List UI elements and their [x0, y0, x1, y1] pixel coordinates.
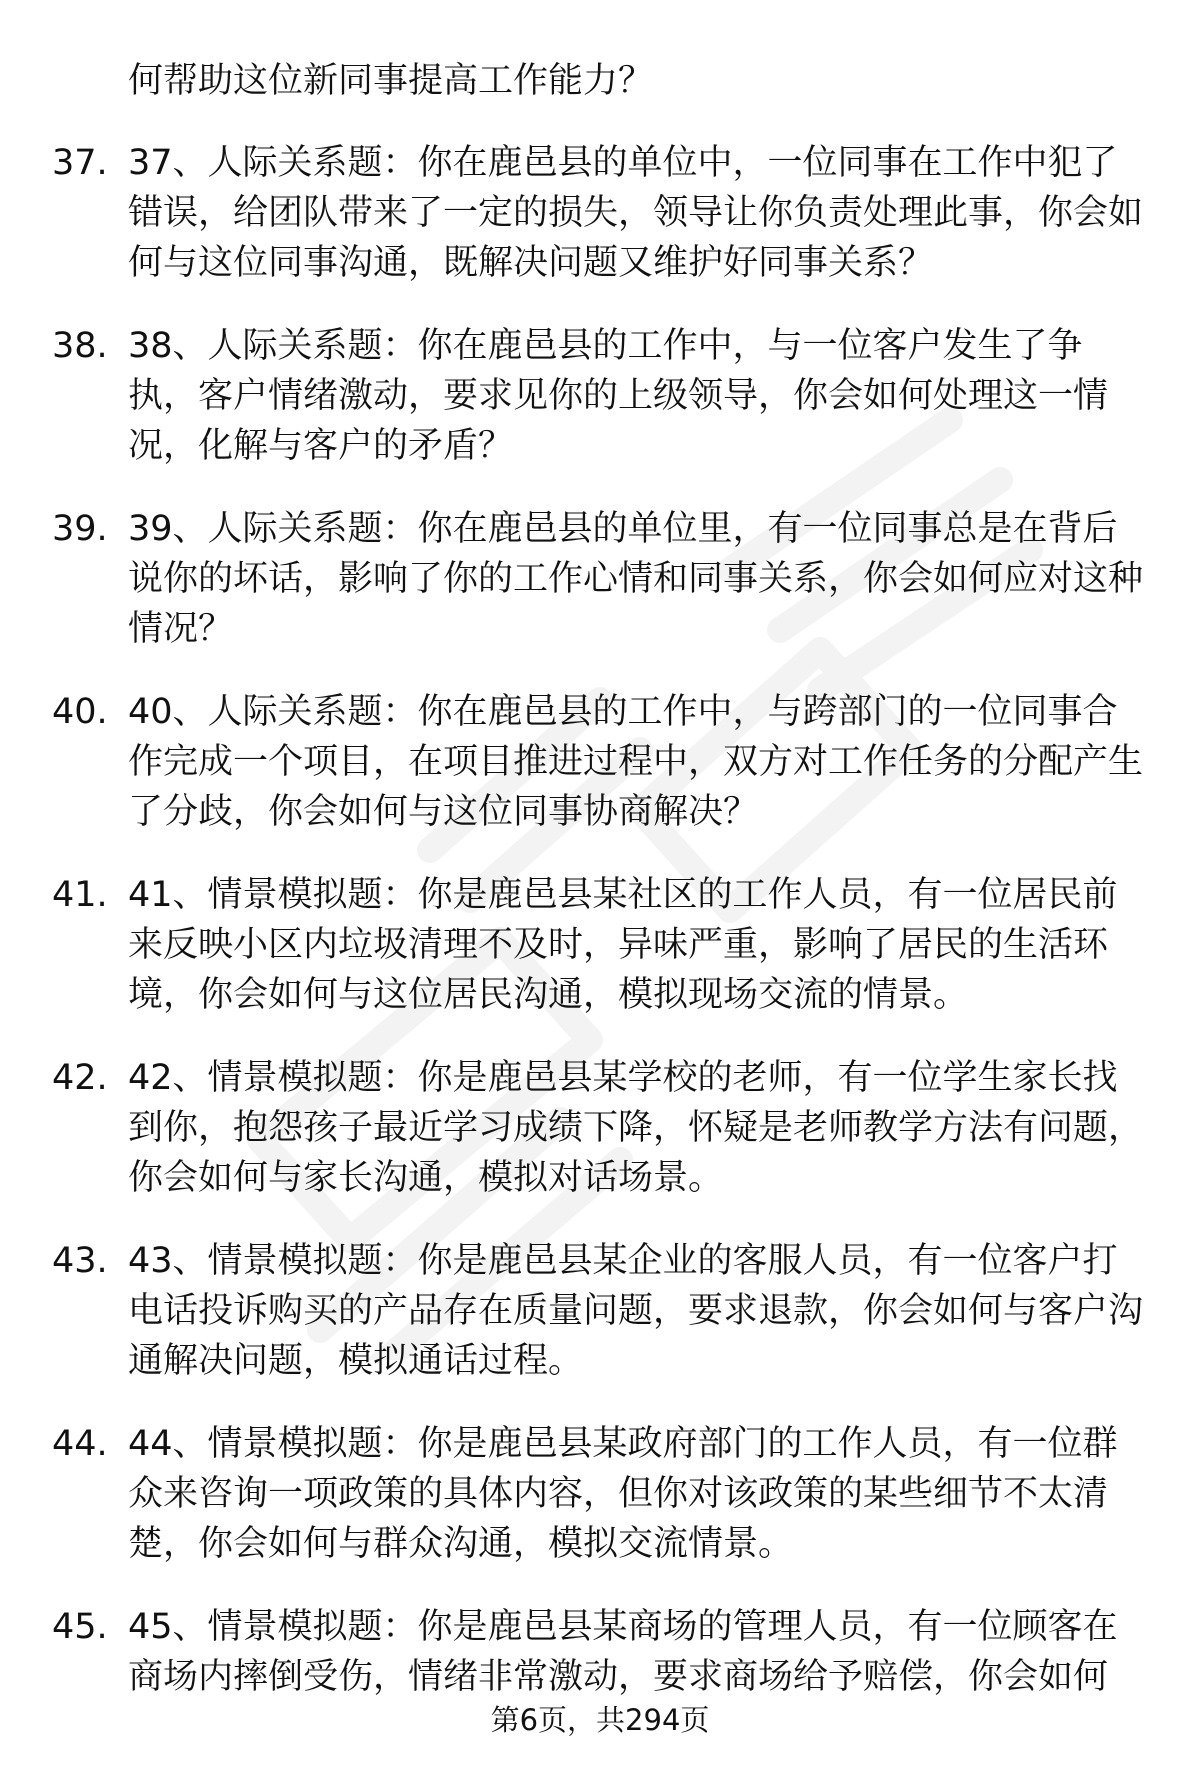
question-number: 42. [52, 1058, 108, 1098]
question-text: 42、情景模拟题：你是鹿邑县某学校的老师，有一位学生家长找到你，抱怨孩子最近学习成绩下降，怀疑是老师教学方法有问题，你会如何与家长沟通，模拟对话场景。 [128, 1058, 1144, 1198]
question-item [0, 138, 1200, 283]
question-list [0, 138, 1200, 1785]
question-text: 39、人际关系题：你在鹿邑县的单位里，有一位同事总是在背后说你的坏话，影响了你的工作心情和同事关系，你会如何应对这种情况？ [128, 509, 1144, 649]
question-item [0, 687, 1200, 832]
question-text: 45、情景模拟题：你是鹿邑县某商场的管理人员，有一位顾客在商场内摔倒受伤，情绪非常激动，要求商场给予赔偿，你会如何 [128, 1607, 1118, 1697]
question-item [0, 321, 1200, 466]
question-item [0, 504, 1200, 649]
question-item [0, 1053, 1200, 1198]
question-number: 38. [52, 326, 108, 366]
question-text: 43、情景模拟题：你是鹿邑县某企业的客服人员，有一位客户打电话投诉购买的产品存在质量问题，要求退款，你会如何与客户沟通解决问题，模拟通话过程。 [128, 1241, 1144, 1381]
question-text: 44、情景模拟题：你是鹿邑县某政府部门的工作人员，有一位群众来咨询一项政策的具体内容，但你对该政策的某些细节不太清楚，你会如何与群众沟通，模拟交流情景。 [128, 1424, 1118, 1564]
question-item [0, 870, 1200, 1015]
continuation-text: 何帮助这位新同事提高工作能力？ [128, 61, 654, 101]
question-item [0, 1419, 1200, 1564]
question-text: 41、情景模拟题：你是鹿邑县某社区的工作人员，有一位居民前来反映小区内垃圾清理不及时，异味严重，影响了居民的生活环境，你会如何与这位居民沟通，模拟现场交流的情景。 [128, 875, 1118, 1015]
question-number: 43. [52, 1241, 108, 1281]
question-number: 45. [52, 1607, 108, 1647]
question-text: 37、人际关系题：你在鹿邑县的单位中，一位同事在工作中犯了错误，给团队带来了一定的损失，领导让你负责处理此事，你会如何与这位同事沟通，既解决问题又维护好同事关系？ [128, 143, 1144, 283]
question-number: 41. [52, 875, 108, 915]
question-number: 39. [52, 509, 108, 549]
question-text: 40、人际关系题：你在鹿邑县的工作中，与跨部门的一位同事合作完成一个项目，在项目推进过程中，双方对工作任务的分配产生了分歧，你会如何与这位同事协商解决？ [128, 692, 1144, 832]
question-text: 38、人际关系题：你在鹿邑县的工作中，与一位客户发生了争执，客户情绪激动，要求见你的上级领导，你会如何处理这一情况，化解与客户的矛盾？ [128, 326, 1109, 466]
page-footer: 第6页，共294页 [490, 1703, 710, 1737]
question-item [0, 1236, 1200, 1381]
question-number: 37. [52, 143, 108, 183]
question-number: 40. [52, 692, 108, 732]
question-number: 44. [52, 1424, 108, 1464]
